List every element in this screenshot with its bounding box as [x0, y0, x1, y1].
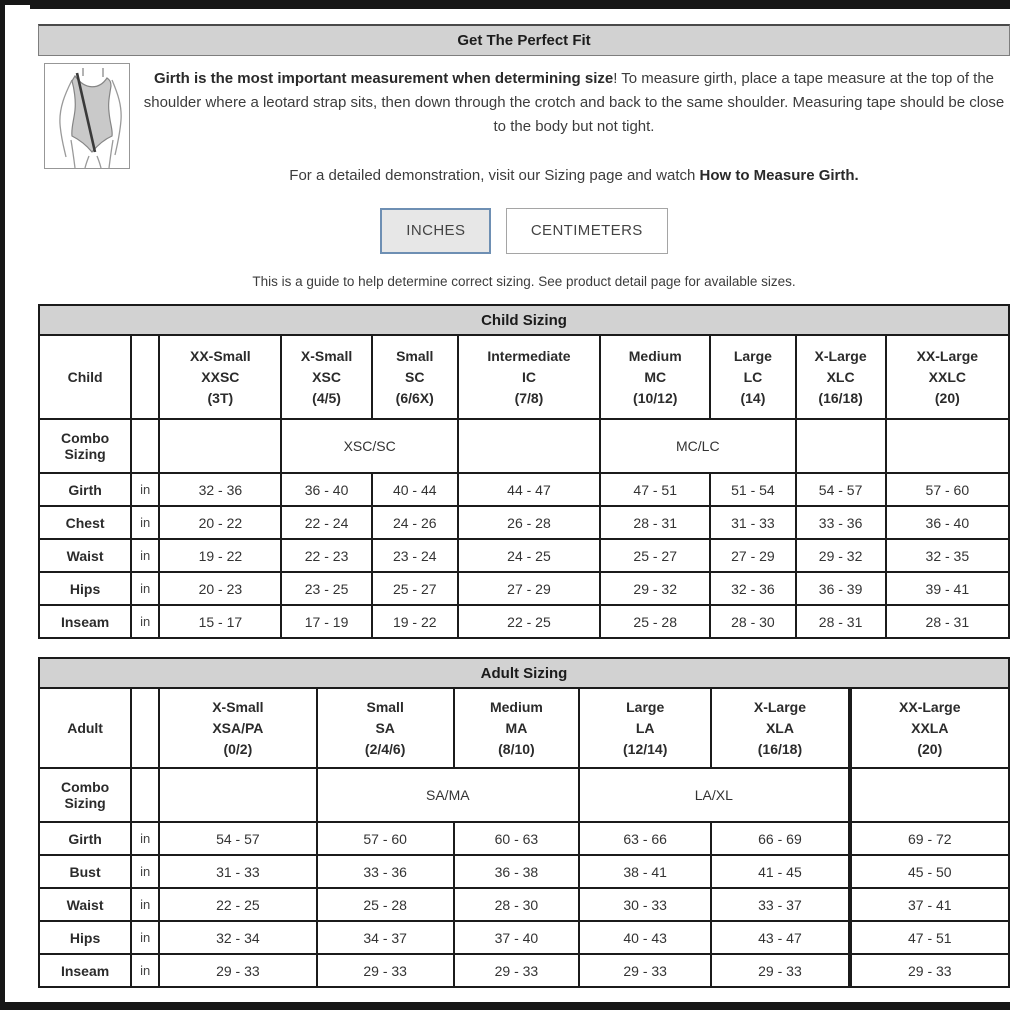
column-header-name: Large: [626, 698, 665, 715]
measurement-value: 22 - 25: [458, 605, 600, 638]
unit-cell: in: [131, 822, 159, 855]
measurement-value: 38 - 41: [579, 855, 711, 888]
unit-cell-empty: [131, 688, 159, 768]
measurement-value: 34 - 37: [317, 921, 454, 954]
table-row: [39, 822, 1009, 855]
unit-cell: in: [131, 954, 159, 987]
measurement-value: 25 - 27: [600, 539, 710, 572]
girth-instructions-bold: Girth is the most important measurement when determining size: [153, 70, 614, 87]
measurement-value: 28 - 30: [710, 605, 795, 638]
column-header-code: MA: [505, 719, 528, 736]
measurement-value: 28 - 31: [600, 506, 710, 539]
measurement-value: 32 - 34: [159, 921, 316, 954]
column-header: [579, 688, 711, 768]
column-header-name: Small: [366, 698, 404, 715]
measurement-value: 22 - 24: [281, 506, 371, 539]
column-header-name: Intermediate: [487, 347, 571, 364]
measurement-value: 54 - 57: [796, 473, 886, 506]
column-header: [317, 688, 454, 768]
inches-button[interactable]: INCHES: [380, 208, 491, 254]
screenshot-left-border: [0, 0, 5, 1010]
measurement-value: 29 - 32: [600, 572, 710, 605]
measurement-value: 51 - 54: [710, 473, 795, 506]
measurement-value: 41 - 45: [711, 855, 849, 888]
measurement-value: 29 - 33: [579, 954, 711, 987]
combo-group-cell: MC/LC: [600, 419, 795, 473]
column-header-range: (16/18): [818, 389, 863, 406]
column-header-range: (4/5): [312, 389, 341, 406]
column-header: [372, 335, 458, 419]
measurement-value: 33 - 36: [317, 855, 454, 888]
measurement-value: 26 - 28: [458, 506, 600, 539]
measurement-value: 47 - 51: [850, 921, 1009, 954]
measurement-value: 36 - 38: [454, 855, 579, 888]
column-header: [600, 335, 710, 419]
column-header: [159, 335, 281, 419]
adult-sizing-table: [38, 657, 1010, 988]
measurement-value: 47 - 51: [600, 473, 710, 506]
table-row: [39, 473, 1009, 506]
column-header-code: XXSC: [201, 368, 240, 385]
measurement-value: 15 - 17: [159, 605, 281, 638]
measurement-value: 29 - 32: [796, 539, 886, 572]
column-header: [850, 688, 1009, 768]
measurement-value: 28 - 31: [796, 605, 886, 638]
measurement-label: Girth: [39, 822, 131, 855]
column-header: [711, 688, 849, 768]
column-header-name: X-Large: [814, 347, 867, 364]
measurement-value: 29 - 33: [850, 954, 1009, 987]
column-header-name: X-Small: [212, 698, 264, 715]
column-header-code: XSC: [312, 368, 341, 385]
unit-cell: in: [131, 888, 159, 921]
combo-empty-cell: [159, 768, 316, 822]
column-header-range: (7/8): [514, 389, 544, 406]
demo-text: For a detailed demonstration, visit our Sizing page and watch: [289, 167, 700, 184]
measurement-value: 29 - 33: [159, 954, 316, 987]
measurement-value: 43 - 47: [711, 921, 849, 954]
combo-sizing-label: Combo Sizing: [39, 768, 131, 822]
measurement-value: 23 - 24: [372, 539, 458, 572]
measurement-value: 27 - 29: [710, 539, 795, 572]
column-header-name: X-Large: [753, 698, 806, 715]
combo-empty-cell: [850, 768, 1009, 822]
column-header-code: XLA: [765, 719, 794, 736]
measurement-value: 25 - 28: [600, 605, 710, 638]
measurement-value: 33 - 36: [796, 506, 886, 539]
measurement-value: 19 - 22: [159, 539, 281, 572]
unit-cell-empty: [131, 335, 159, 419]
column-header-code: XXLC: [928, 368, 966, 385]
girth-instructions: [140, 67, 1008, 139]
page-title: Get The Perfect Fit: [38, 24, 1010, 56]
unit-cell: in: [131, 473, 159, 506]
measurement-value: 54 - 57: [159, 822, 316, 855]
measurement-label: Inseam: [39, 605, 131, 638]
measurement-value: 22 - 23: [281, 539, 371, 572]
measurement-value: 37 - 41: [850, 888, 1009, 921]
column-header: [796, 335, 886, 419]
intro-section: [38, 63, 1010, 184]
column-header-range: (12/14): [623, 740, 668, 757]
measurement-value: 30 - 33: [579, 888, 711, 921]
intro-text-block: [130, 63, 1010, 184]
table-title: Adult Sizing: [39, 658, 1009, 688]
child-sizing-table: [38, 304, 1010, 639]
column-header: [159, 688, 316, 768]
measurement-value: 36 - 40: [886, 506, 1009, 539]
screenshot-top-bar: [30, 0, 1010, 9]
measurement-value: 29 - 33: [317, 954, 454, 987]
measurement-value: 24 - 25: [458, 539, 600, 572]
table-row: [39, 506, 1009, 539]
measurement-value: 57 - 60: [317, 822, 454, 855]
girth-instructions-rest: ! To measure girth, place a tape measure at the top of the shoulder where a leotard strap sits, then down through the crotch and back to the same shoulder. Measuring tape should be close to the body but not tight.: [143, 70, 1005, 135]
demo-line: [140, 167, 1008, 184]
measurement-value: 36 - 39: [796, 572, 886, 605]
combo-group-cell: LA/XL: [579, 768, 850, 822]
table-row: [39, 921, 1009, 954]
column-header-range: (8/10): [498, 740, 535, 757]
column-header: [886, 335, 1009, 419]
measurement-value: 19 - 22: [372, 605, 458, 638]
measurement-value: 60 - 63: [454, 822, 579, 855]
combo-group-cell: XSC/SC: [281, 419, 457, 473]
measurement-value: 24 - 26: [372, 506, 458, 539]
table-row: [39, 855, 1009, 888]
column-header-name: Small: [396, 347, 434, 364]
screenshot-bottom-border: [0, 1002, 1010, 1010]
leotard-icon: [45, 64, 129, 168]
sizing-guide-page: [38, 24, 1010, 988]
unit-cell: in: [131, 506, 159, 539]
column-header: [710, 335, 795, 419]
measurement-label: Waist: [39, 888, 131, 921]
column-header-name: Medium: [628, 347, 682, 364]
measurement-value: 28 - 31: [886, 605, 1009, 638]
measurement-value: 29 - 33: [454, 954, 579, 987]
column-header-name: XX-Small: [190, 347, 251, 364]
measurement-label: Chest: [39, 506, 131, 539]
column-header-range: (20): [934, 389, 960, 406]
table-row: [39, 605, 1009, 638]
measurement-value: 40 - 43: [579, 921, 711, 954]
measurement-label: Hips: [39, 921, 131, 954]
guide-note: This is a guide to help determine correct sizing. See product detail page for available sizes.: [252, 274, 796, 289]
column-header-code: XXLA: [911, 719, 949, 736]
column-header-name: Medium: [489, 698, 543, 715]
unit-cell: in: [131, 539, 159, 572]
measurement-value: 25 - 28: [317, 888, 454, 921]
measurement-label: Inseam: [39, 954, 131, 987]
column-header-code: XSA/PA: [212, 719, 264, 736]
measurement-value: 45 - 50: [850, 855, 1009, 888]
column-header-name: Large: [733, 347, 772, 364]
measurement-label: Bust: [39, 855, 131, 888]
unit-cell: in: [131, 921, 159, 954]
column-header-range: (0/2): [223, 740, 253, 757]
column-header: [454, 688, 579, 768]
column-header-code: XLC: [826, 368, 855, 385]
column-header-range: (14): [740, 389, 766, 406]
column-header-code: LC: [743, 368, 763, 385]
column-header-code: LA: [635, 719, 655, 736]
measurement-value: 32 - 36: [710, 572, 795, 605]
measurement-value: 17 - 19: [281, 605, 371, 638]
measurement-value: 29 - 33: [711, 954, 849, 987]
column-header-code: SC: [405, 368, 425, 385]
demo-bold: How to Measure Girth.: [699, 167, 859, 184]
measurement-value: 31 - 33: [159, 855, 316, 888]
combo-group-cell: SA/MA: [317, 768, 580, 822]
column-header-code: IC: [521, 368, 536, 385]
measurement-value: 33 - 37: [711, 888, 849, 921]
measurement-value: 22 - 25: [159, 888, 316, 921]
measurement-value: 69 - 72: [850, 822, 1009, 855]
column-header-code: SA: [375, 719, 395, 736]
unit-cell: in: [131, 855, 159, 888]
combo-empty-cell: [458, 419, 600, 473]
measurement-value: 57 - 60: [886, 473, 1009, 506]
measurement-value: 37 - 40: [454, 921, 579, 954]
unit-cell-empty: [131, 419, 159, 473]
column-header: [458, 335, 600, 419]
unit-cell: in: [131, 572, 159, 605]
measurement-value: 25 - 27: [372, 572, 458, 605]
measurement-value: 36 - 40: [281, 473, 371, 506]
measurement-value: 39 - 41: [886, 572, 1009, 605]
table-row-label: Adult: [39, 688, 131, 768]
measurement-value: 44 - 47: [458, 473, 600, 506]
measurement-value: 27 - 29: [458, 572, 600, 605]
table-row: [39, 539, 1009, 572]
column-header-range: (6/6X): [395, 389, 434, 406]
table-title: Child Sizing: [39, 305, 1009, 335]
combo-empty-cell: [796, 419, 886, 473]
measurement-value: 32 - 36: [159, 473, 281, 506]
measurement-value: 63 - 66: [579, 822, 711, 855]
leotard-measurement-diagram: [44, 63, 130, 169]
measurement-value: 20 - 22: [159, 506, 281, 539]
measurement-value: 31 - 33: [710, 506, 795, 539]
measurement-value: 20 - 23: [159, 572, 281, 605]
measurement-label: Hips: [39, 572, 131, 605]
table-row-label: Child: [39, 335, 131, 419]
measurement-value: 23 - 25: [281, 572, 371, 605]
combo-sizing-label: Combo Sizing: [39, 419, 131, 473]
column-header-code: MC: [644, 368, 667, 385]
table-row: [39, 954, 1009, 987]
measurement-label: Girth: [39, 473, 131, 506]
table-row: [39, 888, 1009, 921]
combo-empty-cell: [159, 419, 281, 473]
column-header-range: (10/12): [633, 389, 678, 406]
column-header-range: (2/4/6): [364, 740, 406, 757]
centimeters-button[interactable]: CENTIMETERS: [506, 208, 668, 254]
measurement-label: Waist: [39, 539, 131, 572]
column-header-name: XX-Large: [899, 698, 961, 715]
unit-toggle-group: [38, 208, 1010, 254]
measurement-value: 66 - 69: [711, 822, 849, 855]
unit-cell-empty: [131, 768, 159, 822]
measurement-value: 40 - 44: [372, 473, 458, 506]
combo-empty-cell: [886, 419, 1009, 473]
column-header-name: XX-Large: [916, 347, 979, 364]
measurement-value: 32 - 35: [886, 539, 1009, 572]
column-header-name: X-Small: [300, 347, 353, 364]
column-header-range: (16/18): [757, 740, 803, 757]
column-header-range: (20): [917, 740, 943, 757]
table-row: [39, 572, 1009, 605]
unit-cell: in: [131, 605, 159, 638]
measurement-value: 28 - 30: [454, 888, 579, 921]
column-header: [281, 335, 371, 419]
column-header-range: (3T): [207, 389, 234, 406]
